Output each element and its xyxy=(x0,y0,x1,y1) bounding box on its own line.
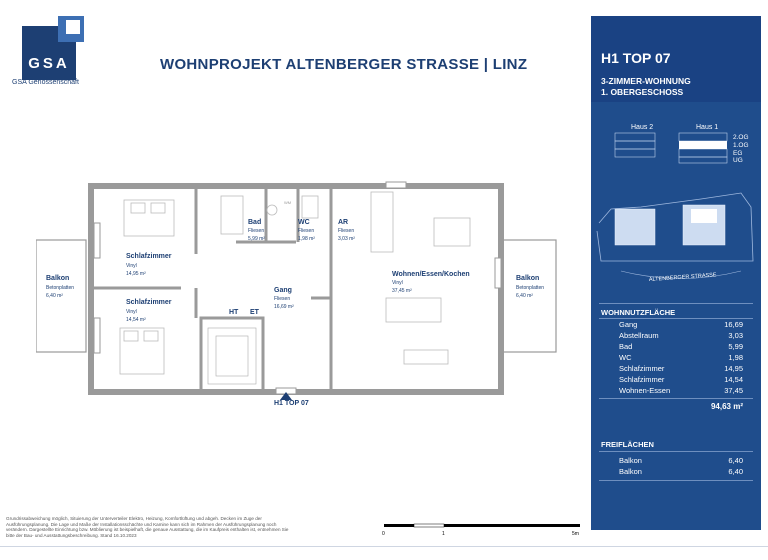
total-area: 94,63 m² xyxy=(710,402,743,411)
room-floor: Fliesen xyxy=(298,228,315,234)
balcony-left-floor: Betonplatten xyxy=(46,285,75,291)
area-row: Gang 16,69 xyxy=(619,320,743,329)
area-row: Schlafzimmer 14,54 xyxy=(619,375,743,384)
balcony-right-floor: Betonplatten xyxy=(516,285,545,291)
balcony-left-name: Balkon xyxy=(46,275,70,282)
divider xyxy=(599,480,753,481)
divider xyxy=(599,303,753,304)
house2-label: Haus 2 xyxy=(631,124,654,131)
room-name: WC xyxy=(298,219,310,226)
balcony-left-area: 6,40 m² xyxy=(46,293,63,299)
company-name: GSA Genossenschaft xyxy=(12,79,79,86)
divider xyxy=(599,398,753,399)
area-row: Bad 5,99 xyxy=(619,342,743,351)
scale-mid: 1 xyxy=(442,531,445,537)
room-area: 1,98 m² xyxy=(298,236,315,242)
room-name: Schlafzimmer xyxy=(126,253,172,260)
room-name: Bad xyxy=(248,219,262,226)
street-label: ALTENBERGER STRASSE xyxy=(648,272,717,283)
footnote: Grundrissabweichung möglich, Situierung der Unterverteiler Elektro, Heizung, Komfortlüftung und abgeh. Decken im Zuge der Ausführungsplanung. Die Lage und Maße der Installationsschächte und Kamine kann sich im Rahmen der Ausführungsplanung noch verändern. Dargestellte Einrichtung bzw. Möblierung ist beispielhaft, die genaue Ausstattung, die im Kaufpreis enthalten ist, entnehmen Sie bitte der Bau- und Ausstattungsbeschreibung. Stand 16.10.2023 xyxy=(6,516,289,538)
room-name: Schlafzimmer xyxy=(126,299,172,306)
divider xyxy=(599,451,753,452)
room-floor: Fliesen xyxy=(274,296,291,302)
unit-rooms: 3-ZIMMER-WOHNUNG xyxy=(601,76,691,86)
et-label: ET xyxy=(250,309,259,316)
wm-label: WM xyxy=(284,200,292,205)
level-eg: EG xyxy=(733,150,743,157)
house1-label: Haus 1 xyxy=(696,124,719,131)
room-floor: Vinyl xyxy=(392,280,403,286)
room-area: 3,03 m² xyxy=(338,236,355,242)
freiflaechen-title: FREIFLÄCHEN xyxy=(601,440,654,449)
scale-bar xyxy=(380,522,585,542)
unit-floor: 1. OBERGESCHOSS xyxy=(601,87,684,97)
unit-header xyxy=(591,16,761,102)
unit-id: H1 TOP 07 xyxy=(601,50,671,66)
area-row: Wohnen-Essen 37,45 xyxy=(619,386,743,395)
room-floor: Vinyl xyxy=(126,263,137,269)
scale-end: 5m xyxy=(572,531,579,537)
site-diagram xyxy=(591,111,761,311)
entry-label: H1 TOP 07 xyxy=(274,400,309,407)
room-name: Wohnen/Essen/Kochen xyxy=(392,271,470,278)
ht-label: HT xyxy=(229,309,239,316)
balcony-right-area: 6,40 m² xyxy=(516,293,533,299)
bottom-rule xyxy=(0,546,768,547)
balcony-row: Balkon 6,40 xyxy=(619,467,743,476)
room-area: 37,45 m² xyxy=(392,288,412,294)
wohnnutzflaeche-title: WOHNNUTZFLÄCHE xyxy=(601,308,676,317)
level-2og: 2.OG xyxy=(733,134,749,141)
level-1og: 1.OG xyxy=(733,142,749,149)
room-area: 16,69 m² xyxy=(274,304,294,310)
room-area: 14,54 m² xyxy=(126,317,146,323)
room-floor: Fliesen xyxy=(248,228,265,234)
room-area: 5,99 m² xyxy=(248,236,265,242)
gsa-logo xyxy=(22,16,84,82)
balcony-row: Balkon 6,40 xyxy=(619,456,743,465)
balcony-right-name: Balkon xyxy=(516,275,540,282)
area-row: Schlafzimmer 14,95 xyxy=(619,364,743,373)
info-panel xyxy=(591,16,761,530)
area-row: WC 1,98 xyxy=(619,353,743,362)
room-name: Gang xyxy=(274,287,292,294)
divider xyxy=(599,318,753,319)
logo-letters: GSA xyxy=(28,55,70,72)
room-floor: Fliesen xyxy=(338,228,355,234)
room-name: AR xyxy=(338,219,349,226)
project-title: WOHNPROJEKT ALTENBERGER STRASSE | LINZ xyxy=(160,56,528,73)
level-ug: UG xyxy=(733,157,743,164)
room-area: 14,95 m² xyxy=(126,271,146,277)
room-floor: Vinyl xyxy=(126,309,137,315)
area-row: Abstellraum 3,03 xyxy=(619,331,743,340)
floor-plan xyxy=(36,178,576,410)
scale-start: 0 xyxy=(382,531,385,537)
